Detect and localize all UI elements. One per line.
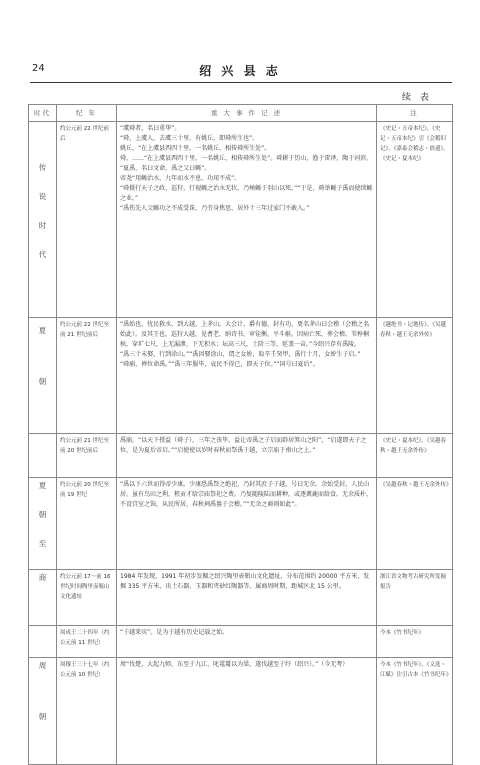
era-char: 朝 xyxy=(38,712,47,721)
year-cell: 约公元前 20 世纪至前 19 世纪 xyxy=(57,478,117,570)
notes-cell: 《史记・五帝本纪》、《史记・五帝本纪》引《会稽旧记》、《嘉泰会稽志・俗遗》、《史记・夏本纪》 xyxy=(377,122,453,318)
era-char: 传 xyxy=(38,162,47,172)
era-char: 朝 xyxy=(38,376,47,386)
era-char: 商 xyxy=(38,573,47,582)
event-text: “禹始也，忧民救水，到大越，上茅山，大会计，爵有德，封有功，更名茅山曰会稽（会稽之名始此）。及其王也，巡狩大越，见耆老，纳诗书，审铨衡，平斗斛。因病亡死，葬会稽。苇椁桐棺，穿圹七尺，上无漏泄，下无积水；坛高三尺，土阶三等，延袤一亩。”今绍兴存有禹陵。 xyxy=(120,321,370,348)
event-text: 舜，……“在上虞县西四十里，一名姚丘，相传舜所生处”。舜耕于历山，渔于雷泽，陶于河滨。 xyxy=(120,155,373,162)
events-cell xyxy=(117,122,377,318)
event-text: “禹以下六世而得帝少康。少康恐禹祭之绝祀，乃封其庶子于越，号曰无余。余始受封，人民山居，虽有鸟田之利，租贡才给宗庙祭祀之费。乃复随陵陆而耕种，或逐禽鹿而给食。无余质朴，不设宫室之饰，从民所居，春秋祠禹墓于会稽。”“无余之裔则如此”。 xyxy=(120,481,373,508)
header-era: 时代 xyxy=(29,105,57,122)
table-row xyxy=(29,626,453,658)
event-text: 姚丘，“在上虞县西四十里，一名姚丘，相传舜所生处”。 xyxy=(120,145,271,152)
era-cell xyxy=(29,626,57,658)
year-cell: 周成王二十四年（约公元前 11 世纪） xyxy=(57,626,117,658)
era-cell xyxy=(29,434,57,478)
era-char: 时 xyxy=(38,220,47,230)
events-cell xyxy=(117,570,377,626)
event-text: “禹三十未娶，行到涂山。”“禹因娶涂山，谓之女娇，取辛壬癸甲，禹行十月，女娇生子启。” xyxy=(120,351,361,358)
events-cell xyxy=(117,658,377,765)
era-char: 至 xyxy=(38,539,47,548)
year-cell: 约公元前 21 世纪至前 20 世纪前后 xyxy=(57,434,117,478)
year-cell: 约公元前 22 世纪至前 21 世纪前后 xyxy=(57,318,117,434)
event-text: 1984 年发现，1991 年初步发掘之绍兴陶里壶瓶山文化遗址，分布范围约 20000 平方米，发掘 335 平方米，出土石器、玉器和夹砂红陶器等。属商周时期，距城区北 15 公里。 xyxy=(120,573,370,590)
table-header-row xyxy=(29,105,453,122)
table-continued-label: 续 表 xyxy=(402,93,432,103)
event-text: 周“伐楚，大起九师，东至于九江，叱鼋鼍以为梁，遂伐越至于纡（绍兴）。”（今无考） xyxy=(120,661,349,668)
era-char: 说 xyxy=(38,191,47,201)
header-rule xyxy=(30,82,452,83)
events-cell xyxy=(117,434,377,478)
events-cell xyxy=(117,318,377,434)
book-title: 绍 兴 县 志 xyxy=(199,64,281,78)
year-cell: 约公元前 22 世纪前后 xyxy=(57,122,117,318)
event-text: “虞舜者，名曰重华”。 xyxy=(120,125,181,132)
year-cell: 约公元前 17～前 16 世纪时间陶里壶瓶山文化遗址 xyxy=(57,570,117,626)
header-events: 重 大 事 件 记 述 xyxy=(117,105,377,122)
era-cell xyxy=(29,318,57,434)
era-cell xyxy=(29,570,57,626)
event-text: “禹伤先人父鲧功之不成受诛，乃劳身焦思，居外十三年过家门不敢入。” xyxy=(120,205,310,212)
notes-cell: 《越绝书・记地传》、《吴越春秋・越王无余外传》 xyxy=(377,318,453,434)
table-row xyxy=(29,658,453,765)
table-body xyxy=(29,122,453,765)
era-char: 夏 xyxy=(38,481,47,490)
era-cell xyxy=(29,658,57,765)
event-text: 禹崩，“以天下授益（舜子），三年之丧毕，益让帝禹之子启而辟居箕山之阳”，“启遂即天子之位，是为夏后帝启。”“启使使以岁时春秋而祭禹于越，立宗庙于南山之上。” xyxy=(120,437,367,454)
notes-cell: 浙江省文物考古研究所发掘报告 xyxy=(377,570,453,626)
year-cell: 周穆王三十七年（约公元前 10 世纪） xyxy=(57,658,117,765)
page-number: 24 xyxy=(32,63,45,74)
era-char: 夏 xyxy=(38,325,47,335)
table-row xyxy=(29,478,453,570)
event-text: “夏禹，名曰文命，禹之父曰鲧”。 xyxy=(120,165,211,172)
table-row xyxy=(29,570,453,626)
header-notes: 注 xyxy=(377,105,453,122)
header-year: 纪 年 xyxy=(57,105,117,122)
notes-cell: 今本《竹书纪年》、《文选・江赋》注引古本《竹书纪年》 xyxy=(377,658,453,765)
chronology-table-container xyxy=(28,104,452,721)
events-cell xyxy=(117,478,377,570)
era-cell xyxy=(29,122,57,318)
table-row xyxy=(29,122,453,318)
event-text: 帝尧“用鲧治水，九年而水不息，功用不成”。 xyxy=(120,175,241,182)
era-char: 朝 xyxy=(38,510,47,519)
era-char: 代 xyxy=(38,249,47,259)
event-text: “舜崩，禅位命禹。”“禹三年服毕，哀民不得已，即天子位。”“国号曰夏后”。 xyxy=(120,361,319,368)
era-char: 周 xyxy=(38,661,47,670)
table-row xyxy=(29,434,453,478)
notes-cell: 《吴越春秋・越王无余外传》 xyxy=(377,478,453,570)
event-text: “舜摄行天子之政，巡狩，行视鲧之治水无状，乃殛鲧于羽山以死。”“于是，舜举鲧子禹而使续鲧之业。” xyxy=(120,185,373,202)
chronology-table xyxy=(28,104,453,765)
era-cell xyxy=(29,478,57,570)
notes-cell: 今本《竹书纪年》 xyxy=(377,626,453,658)
event-text: “于越来宾”。是为于越有历史记载之始。 xyxy=(120,629,229,636)
event-text: “舜，上虞人，去虞三十里，有姚丘，即舜所生也”。 xyxy=(120,135,259,142)
table-row xyxy=(29,318,453,434)
notes-cell: 《史记・夏本纪》、《吴越春秋・越王无余外传》 xyxy=(377,434,453,478)
events-cell xyxy=(117,626,377,658)
